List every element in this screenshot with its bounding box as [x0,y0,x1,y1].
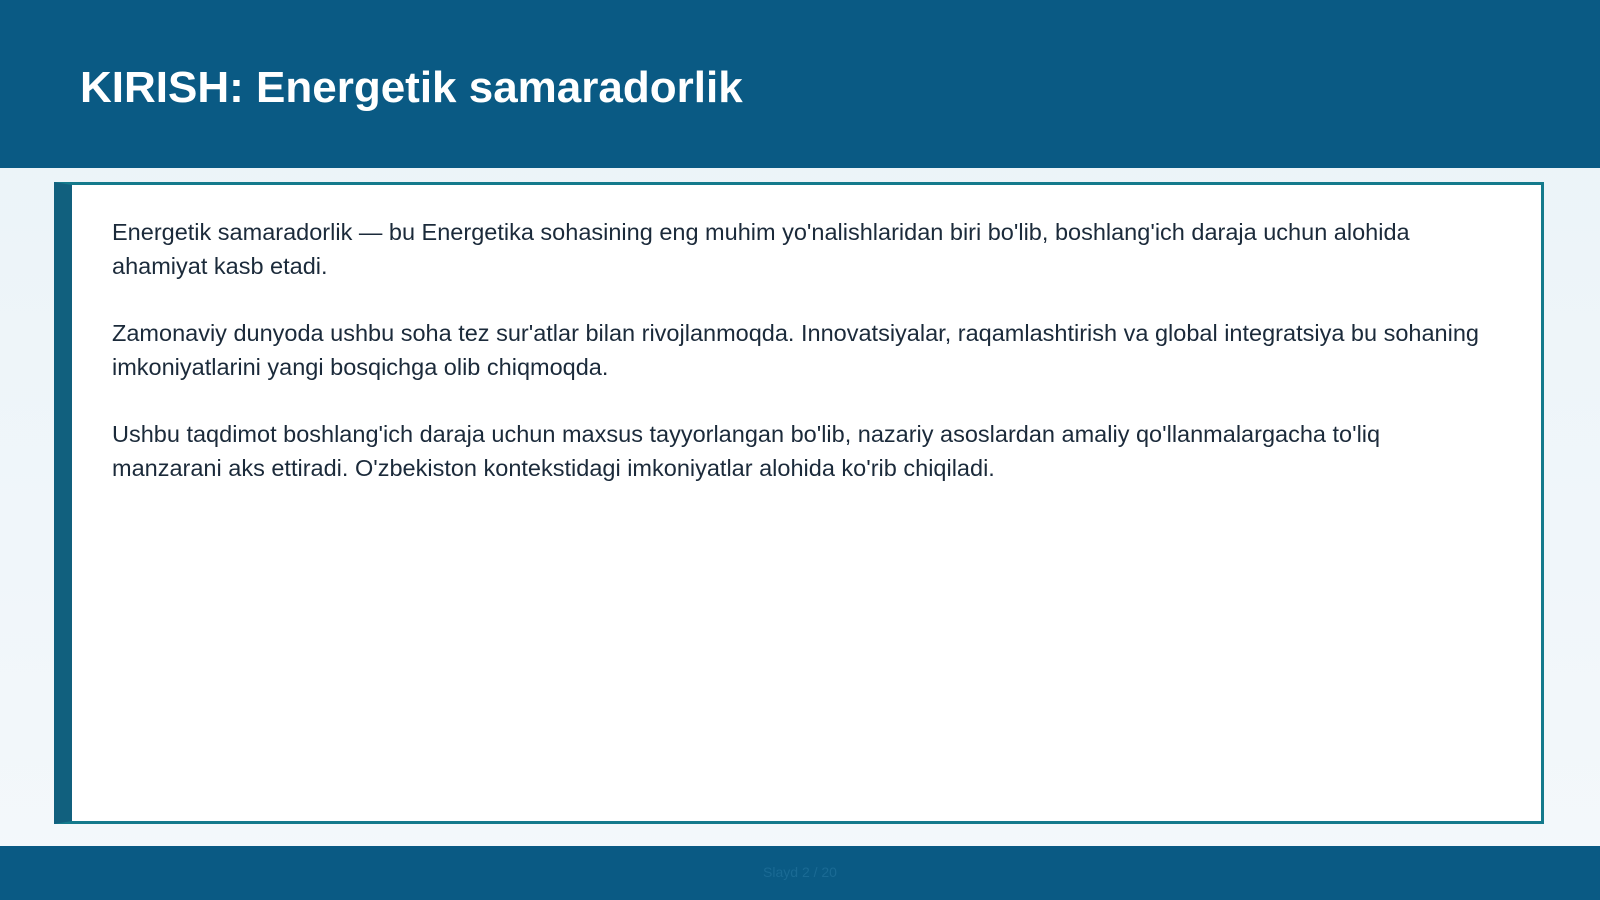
slide-number: Slayd 2 / 20 [763,864,837,880]
paragraph-presentation-scope: Ushbu taqdimot boshlang'ich daraja uchun maxsus tayyorlangan bo'lib, nazariy asoslardan amaliy qo'llanmalargacha to'liq manzarani aks ettiradi. O'zbekiston kontekstidagi imkoniyatlar alohida ko'rib chiqiladi. [112,421,1381,481]
slide-title: KIRISH: Energetik samaradorlik [80,63,743,112]
content-box [54,182,1544,824]
content-text [112,215,1491,518]
slide-footer [0,846,1600,900]
paragraph-intro: Energetik samaradorlik — bu Energetika sohasining eng muhim yo'nalishlaridan biri bo'lib, boshlang'ich daraja uchun alohida ahamiyat kasb etadi. [112,219,1410,279]
paragraph-modern-world: Zamonaviy dunyoda ushbu soha tez sur'atlar bilan rivojlanmoqda. Innovatsiyalar, raqamlashtirish va global integratsiya bu sohaning imkoniyatlarini yangi bosqichga olib chiqmoqda. [112,320,1479,380]
slide-header [0,0,1600,168]
